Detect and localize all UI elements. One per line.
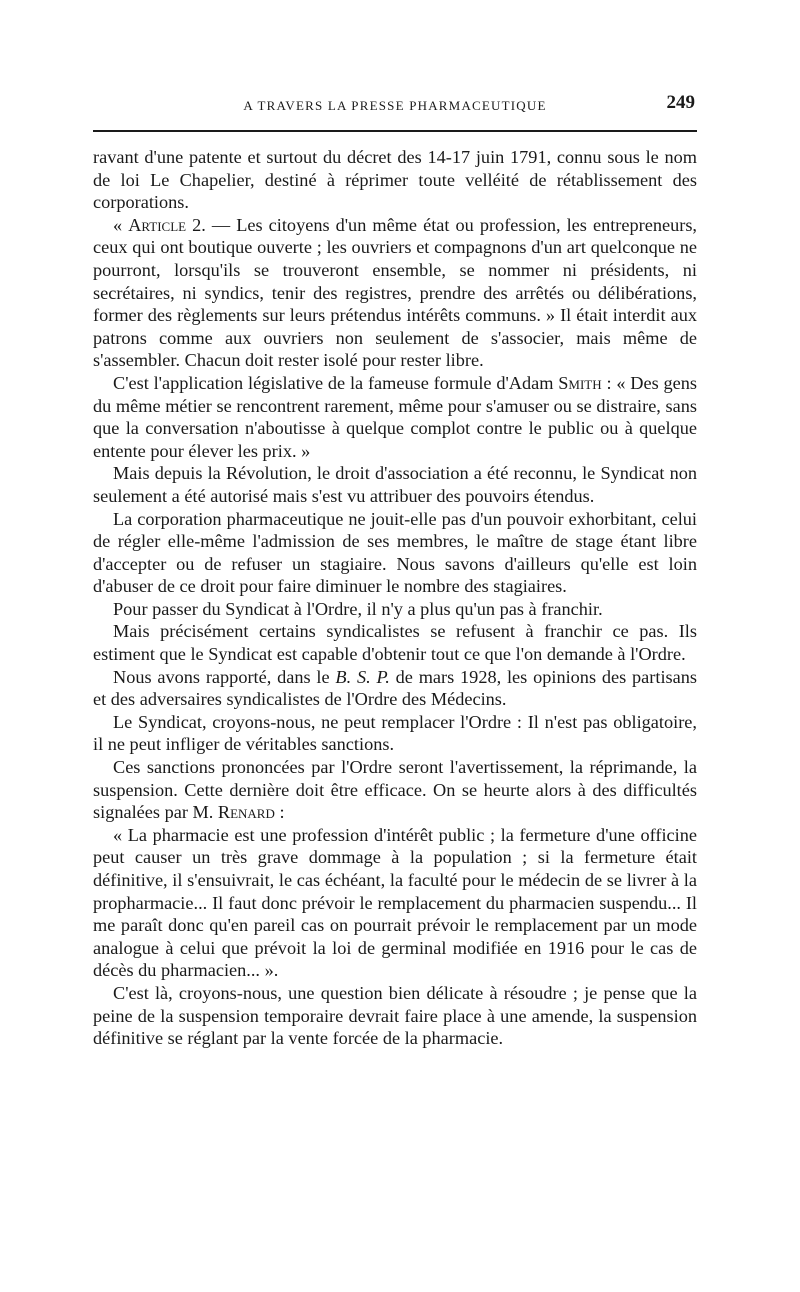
- paragraph-text: :: [274, 802, 285, 823]
- paragraph-text: Mais précisément certains syndicalistes se refusent à franchir ce pas. Ils estiment que le Syndicat est capable d'obtenir tout ce que l'on demande à l'Ordre.: [93, 621, 697, 665]
- paragraph-text: C'est là, croyons-nous, une question bien délicate à résoudre ; je pense que la peine de la suspension temporaire devrait faire place à une amende, la suspension définitive se réglant par la vente forcée de la pharmacie.: [93, 982, 697, 1049]
- paragraph-text: 2. — Les citoyens d'un même état ou profession, les entrepreneurs, ceux qui ont boutique ouverte ; les ouvriers et compagnons d'un art quelconque ne pourront, lorsqu'ils se trouveront ensemble, se nommer ni présidents, ni secrétaires, ni syndics, tenir des registres, prendre des arrêtés ou délibérations, former des règlements sur leurs prétendus intérêts communs. » Il était interdit aux patrons comme aux ouvriers non seulement de s'associer, mais même de s'assembler. Chacun doit rester isolé pour rester libre.: [93, 214, 697, 371]
- quotation-paragraph: [93, 824, 697, 982]
- paragraph-text: Pour passer du Syndicat à l'Ordre, il n'y a plus qu'un pas à franchir.: [113, 598, 603, 619]
- running-head: [93, 92, 697, 118]
- body-text: [93, 146, 697, 1050]
- paragraph: [93, 462, 697, 507]
- paragraph-text: Ces sanctions prononcées par l'Ordre seront l'avertissement, la réprimande, la suspension. Cette dernière doit être efficace. On se heurte alors à des difficultés signalées par M.: [93, 757, 697, 823]
- paragraph: [93, 756, 697, 824]
- paragraph: [93, 982, 697, 1050]
- paragraph-text: Mais depuis la Révolution, le droit d'association a été reconnu, le Syndicat non seulement a été autorisé mais s'est vu attribuer des pouvoirs étendus.: [93, 463, 697, 506]
- paragraph-text: ravant d'une patente et surtout du décret des 14-17 juin 1791, connu sous le nom de loi Le Chapelier, destiné à réprimer toute velléité de rétablissement des corporations.: [93, 147, 697, 213]
- paragraph-text: « La pharmacie est une profession d'intérêt public ; la fermeture d'une officine peut causer un très grave dommage à la population ; si la fermeture était définitive, il s'ensuivrait, le cas échéant, la faculté pour le médecin de se livrer à la propharmacie... Il faut donc prévoir le remplacement du pharmacien suspendu... Il me paraît donc qu'en pareil cas on pourrait prévoir le remplacement par un mode analogue à celui que prévoit la loi de germinal modifiée en 1916 pour le cas de décès du pharmacien... ».: [93, 824, 697, 981]
- paragraph-text: C'est l'application législative de la fameuse formule d'Adam: [113, 372, 559, 393]
- paragraph: [93, 598, 697, 621]
- paragraph-text: La corporation pharmaceutique ne jouit-elle pas d'un pouvoir exhorbitant, celui de régler elle-même l'admission de ses membres, le maître de stage étant libre d'accepter ou de refuser un stagiaire. Nous savons d'ailleurs qu'elle est loin d'abuser de ce droit pour faire diminuer le nombre des stagiaires.: [93, 508, 697, 597]
- paragraph-text: : « Des gens du même métier se rencontrent rarement, même pour s'amuser ou se distraire, sans que la conversation n'aboutisse à quelque complot contre le public ou à quelque entente pour élever les prix. »: [93, 372, 697, 461]
- header-rule: [93, 130, 697, 132]
- paragraph: [93, 214, 697, 372]
- paragraph: [93, 508, 697, 598]
- author-name: Renard: [217, 802, 275, 823]
- journal-abbreviation: B. S. P.: [335, 666, 390, 687]
- paragraph: [93, 711, 697, 756]
- paragraph-text: Nous avons rapporté, dans le: [113, 666, 336, 687]
- running-title: A TRAVERS LA PRESSE PHARMACEUTIQUE: [243, 98, 547, 113]
- paragraph: [93, 666, 697, 711]
- author-name: Smith: [558, 372, 602, 393]
- paragraph: [93, 146, 697, 214]
- article-label: Article: [128, 214, 187, 235]
- paragraph-text: de mars 1928, les opinions des partisans et des adversaires syndicalistes de l'Ordre des Médecins.: [93, 666, 698, 710]
- page-number: 249: [666, 92, 695, 113]
- paragraph-text: Le Syndicat, croyons-nous, ne peut remplacer l'Ordre : Il n'est pas obligatoire, il ne peut infliger de véritables sanctions.: [93, 711, 697, 755]
- book-page: [93, 92, 697, 1050]
- paragraph-text: «: [113, 214, 129, 235]
- paragraph: [93, 620, 697, 665]
- paragraph: [93, 372, 697, 462]
